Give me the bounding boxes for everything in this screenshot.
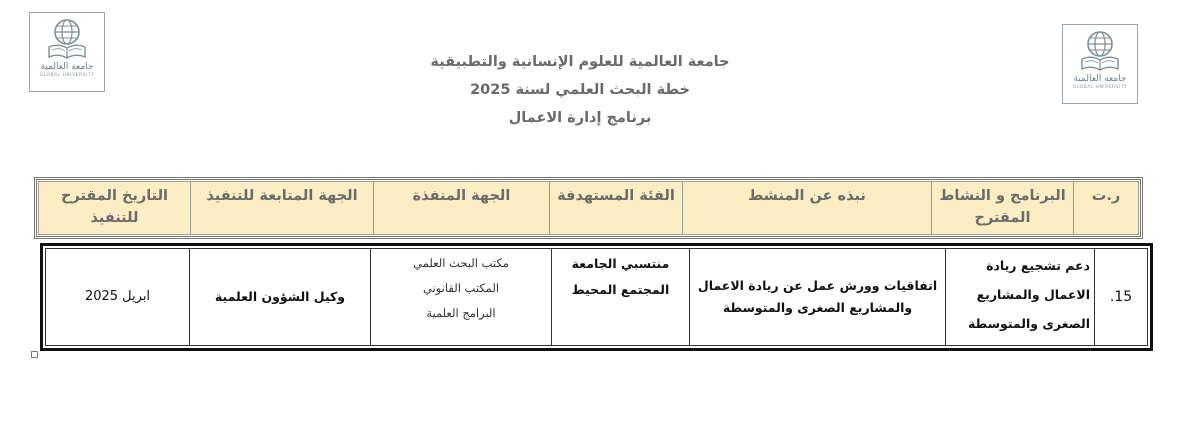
executor-item: المكتب القانوني xyxy=(422,281,500,295)
cell-description: اتفاقيات وورش عمل عن ريادة الاعمال والمشاريع الصغرى والمتوسطة xyxy=(690,249,946,346)
column-header-description: نبذه عن المنشط xyxy=(683,182,932,235)
plan-title: خطة البحث العلمي لسنة 2025 xyxy=(470,82,690,98)
column-header-program: البرنامج و النشاط المقترح xyxy=(932,182,1074,235)
globe-book-icon xyxy=(45,17,89,61)
executor-item: البرامج العلمية xyxy=(426,306,496,320)
globe-book-icon xyxy=(1078,29,1122,73)
table-header-frame xyxy=(34,177,1143,239)
executor-item: مكتب البحث العلمي xyxy=(413,256,509,270)
logo-name-en: GLOBAL UNIVERSITY xyxy=(1072,85,1128,90)
cell-target: منتسبي الجامعة المجتمع المحيط xyxy=(552,249,690,346)
cell-follow-up: وكيل الشؤون العلمية xyxy=(190,249,371,346)
table-header xyxy=(38,181,1139,235)
cell-program: دعم تشجيع ريادة الاعمال والمشاريع الصغرى والمتوسطة xyxy=(946,249,1095,346)
university-logo-right xyxy=(1062,24,1138,104)
column-header-date: التاريخ المقترح للتنفيذ xyxy=(39,182,191,235)
table-body-frame xyxy=(40,243,1153,351)
table-body xyxy=(45,248,1148,346)
column-header-target: الفئة المستهدفة xyxy=(550,182,683,235)
logo-name-ar: جامعة العالمية xyxy=(1073,74,1127,84)
table-move-handle[interactable] xyxy=(31,351,38,358)
column-header-follow-up: الجهة المتابعة للتنفيذ xyxy=(191,182,374,235)
cell-executors xyxy=(371,249,552,346)
cell-number: 15. xyxy=(1095,249,1148,346)
university-title: جامعة العالمية للعلوم الإنسانية والتطبيقية xyxy=(430,54,730,70)
program-title: برنامج إدارة الاعمال xyxy=(508,110,652,126)
logo-name-ar: جامعة العالمية xyxy=(40,62,94,72)
university-logo-left xyxy=(29,12,105,92)
column-header-number: ر.ت xyxy=(1074,182,1139,235)
table-row xyxy=(46,249,1148,346)
column-header-executor: الجهة المنفذة xyxy=(374,182,550,235)
logo-name-en: GLOBAL UNIVERSITY xyxy=(39,73,95,78)
document-header xyxy=(380,48,780,132)
cell-date: ابريل 2025 xyxy=(46,249,190,346)
